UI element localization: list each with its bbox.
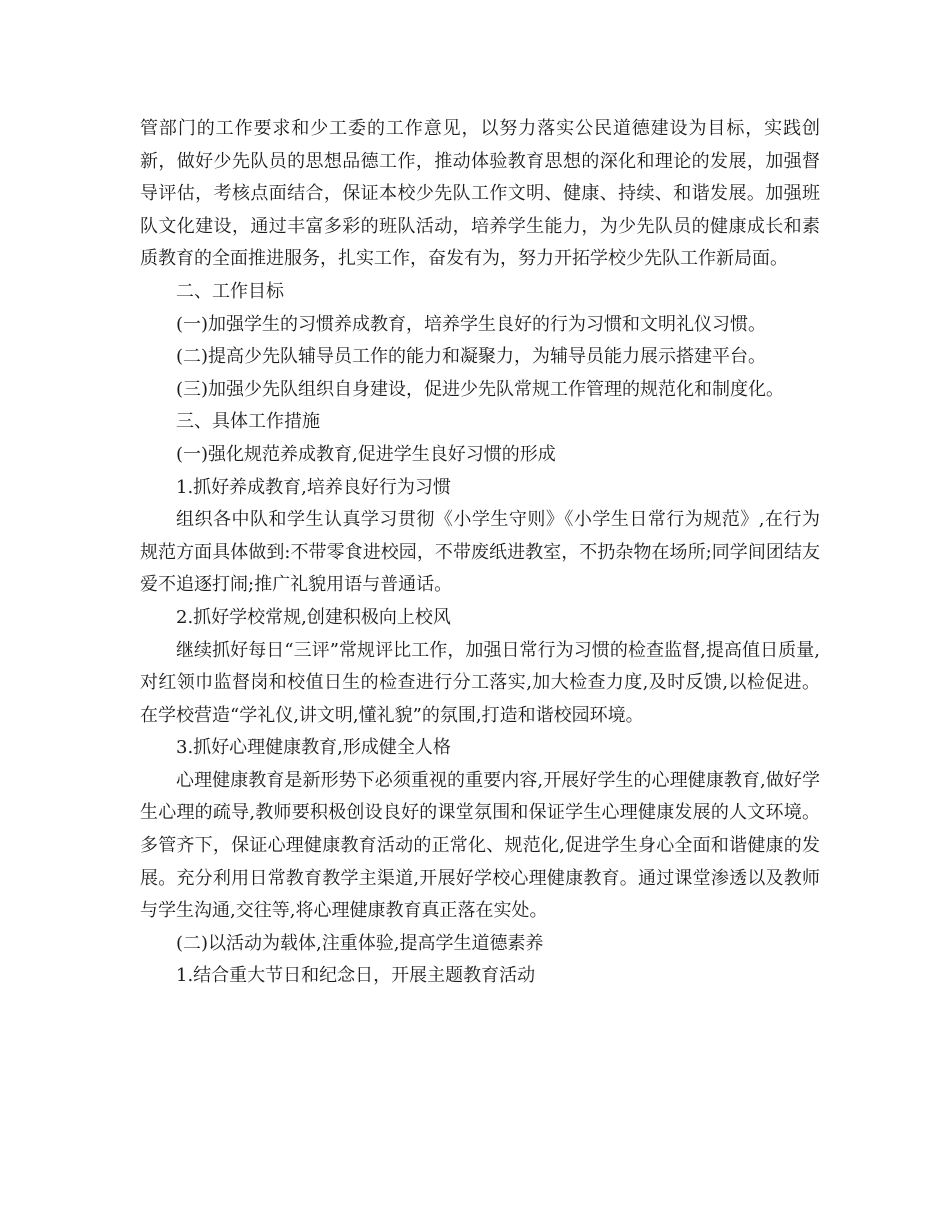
body-paragraph-1-3: 心理健康教育是新形势下必须重视的重要内容,开展好学生的心理健康教育,做好学生心理的疏导,教师要积极创设良好的课堂氛围和保证学生心理健康发展的人文环境。多管齐下，保证心理健康教育活动的正常化、规范化,促进学生身心全面和谐健康的发展。充分利用日常教育教学主渠道,开展好学校心理健康教育。通过课堂渗透以及教师与学生沟通,交往等,将心理健康教育真正落在实处。 [140,769,820,922]
subsection-heading-1: (一)强化规范养成教育,促进学生良好习惯的形成 [176,443,556,465]
intro-paragraph: 管部门的工作要求和少工委的工作意见，以努力落实公民道德建设为目标，实践创新，做好少先队员的思想品德工作，推动体验教育思想的深化和理论的发展，加强督导评估，考核点面结合，保证本校少先队工作文明、健康、持续、和谐发展。加强班队文化建设，通过丰富多彩的班队活动，培养学生能力，为少先队员的健康成长和素质教育的全面推进服务，扎实工作，奋发有为，努力开拓学校少先队工作新局面。 [140,118,820,270]
item-heading-1-3: 3.抓好心理健康教育,形成健全人格 [176,737,451,759]
section-heading-measures: 三、具体工作措施 [176,411,320,433]
item-heading-2-1: 1.结合重大节日和纪念日，开展主题教育活动 [176,965,536,987]
subsection-heading-2: (二)以活动为载体,注重体验,提高学生道德素养 [176,932,544,954]
goal-item-1: (一)加强学生的习惯养成教育，培养学生良好的行为习惯和文明礼仪习惯。 [176,313,767,335]
item-heading-1-1: 1.抓好养成教育,培养良好行为习惯 [176,476,451,498]
goal-item-3: (三)加强少先队组织自身建设，促进少先队常规工作管理的规范化和制度化。 [176,378,785,400]
item-heading-1-2: 2.抓好学校常规,创建积极向上校风 [176,606,451,628]
document-body [140,113,820,993]
section-heading-goals: 二、工作目标 [176,280,284,302]
body-paragraph-1-2: 继续抓好每日“三评”常规评比工作，加强日常行为习惯的检查监督,提高值日质量,对红领巾监督岗和校值日生的检查进行分工落实,加大检查力度,及时反馈,以检促进。在学校营造“学礼仪,讲文明,懂礼貌”的氛围,打造和谐校园环境。 [140,639,820,726]
goal-item-2: (二)提高少先队辅导员工作的能力和凝聚力，为辅导员能力展示搭建平台。 [176,346,767,368]
body-paragraph-1-1: 组织各中队和学生认真学习贯彻《小学生守则》《小学生日常行为规范》,在行为规范方面具体做到:不带零食进校园，不带废纸进教室，不扔杂物在场所;同学间团结友爱不追逐打闹;推广礼貌用语与普通话。 [140,509,820,596]
